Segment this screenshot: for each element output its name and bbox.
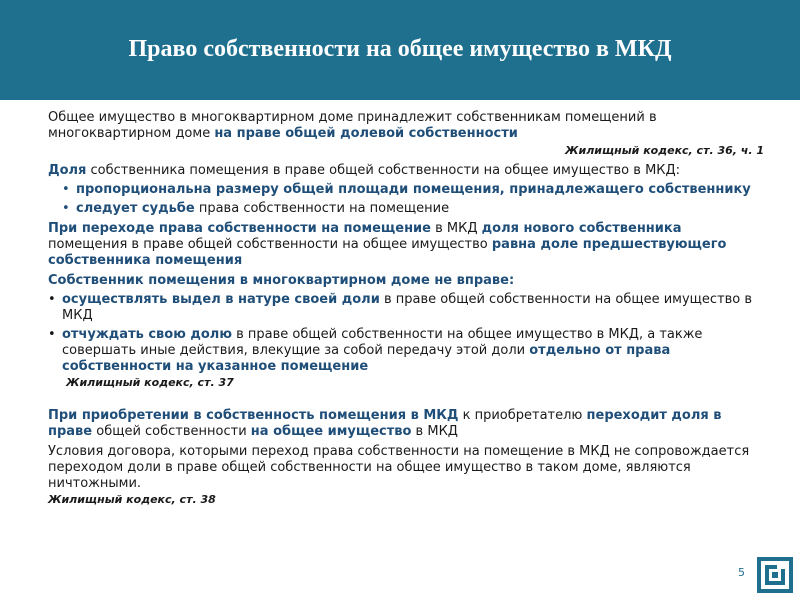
highlight-text: отчуждать свою долю	[62, 327, 232, 342]
text: Общее имущество в многоквартирном доме принадлежит собственникам помещений в многоквартирном доме	[48, 110, 657, 141]
text: в МКД	[431, 221, 482, 236]
paragraph-void-terms	[48, 444, 764, 492]
highlight-text: следует судьбе	[76, 201, 195, 216]
text: в праве общей собственности на общее имущество в МКД, а также совершать иные действия, влекущие за собой передачу этой доли	[62, 327, 703, 358]
source-citation: Жилищный кодекс, ст. 38	[48, 493, 216, 506]
slide-header	[0, 0, 800, 100]
bullet-icon: •	[62, 201, 70, 216]
paragraph-common-property	[48, 110, 764, 142]
bullet-icon: •	[48, 327, 56, 342]
highlight-text: пропорциональна размеру общей площади помещения, принадлежащего собственнику	[76, 182, 751, 197]
slide-body	[48, 110, 764, 508]
list-item	[48, 327, 764, 391]
list-item	[48, 182, 764, 198]
text: в МКД	[411, 424, 458, 439]
highlight-text: При приобретении в собственность помещения в МКД	[48, 408, 459, 423]
paragraph-acquisition	[48, 408, 764, 440]
text: права собственности на помещение	[194, 201, 450, 216]
text: в праве общей собственности на общее имущество в МКД	[62, 292, 753, 323]
bullet-icon: •	[48, 292, 56, 307]
paragraph-share	[48, 163, 764, 179]
text: собственника помещения в праве общей собственности на общее имущество в МКД:	[86, 163, 681, 178]
highlight-text: отдельно от права собственности на указанное помещение	[62, 343, 671, 374]
text-block	[62, 327, 702, 374]
highlight-text: При переходе права собственности на помещение	[48, 221, 431, 236]
highlight-text: переходит доля в праве	[48, 408, 722, 439]
highlight-text: Доля	[48, 163, 87, 178]
text: общей собственности	[92, 424, 251, 439]
bullet-icon: •	[62, 182, 70, 197]
source-citation: Жилищный кодекс, ст. 37	[66, 376, 234, 389]
highlight-text: доля нового собственника	[481, 221, 682, 236]
highlight-text: равна доле предшествующего собственника помещения	[48, 237, 727, 268]
text: к приобретателю	[458, 408, 587, 423]
text: помещения в праве общей собственности на общее имущество	[48, 237, 492, 252]
square-spiral-logo-icon	[757, 557, 793, 593]
paragraph-prohibitions	[48, 273, 764, 289]
source-citation: Жилищный кодекс, ст. 36, ч. 1	[565, 144, 764, 157]
page-number: 5	[738, 566, 745, 579]
highlight-text: на общее имущество	[250, 424, 412, 439]
slide-title: Право собственности на общее имущество в МКД	[128, 36, 672, 62]
list-item	[48, 201, 764, 217]
highlight-text: на праве общей долевой собственности	[214, 126, 518, 141]
list-item	[48, 292, 764, 324]
highlight-text: осуществлять выдел в натуре своей доли	[62, 292, 380, 307]
highlight-text: Собственник помещения в многоквартирном доме не вправе:	[48, 273, 515, 288]
paragraph-transfer	[48, 221, 764, 269]
text: Условия договора, которыми переход права собственности на помещение в МКД не сопровождается переходом доли в праве общей собственности на общее имущество в таком доме, являются ничтожными.	[48, 444, 750, 491]
